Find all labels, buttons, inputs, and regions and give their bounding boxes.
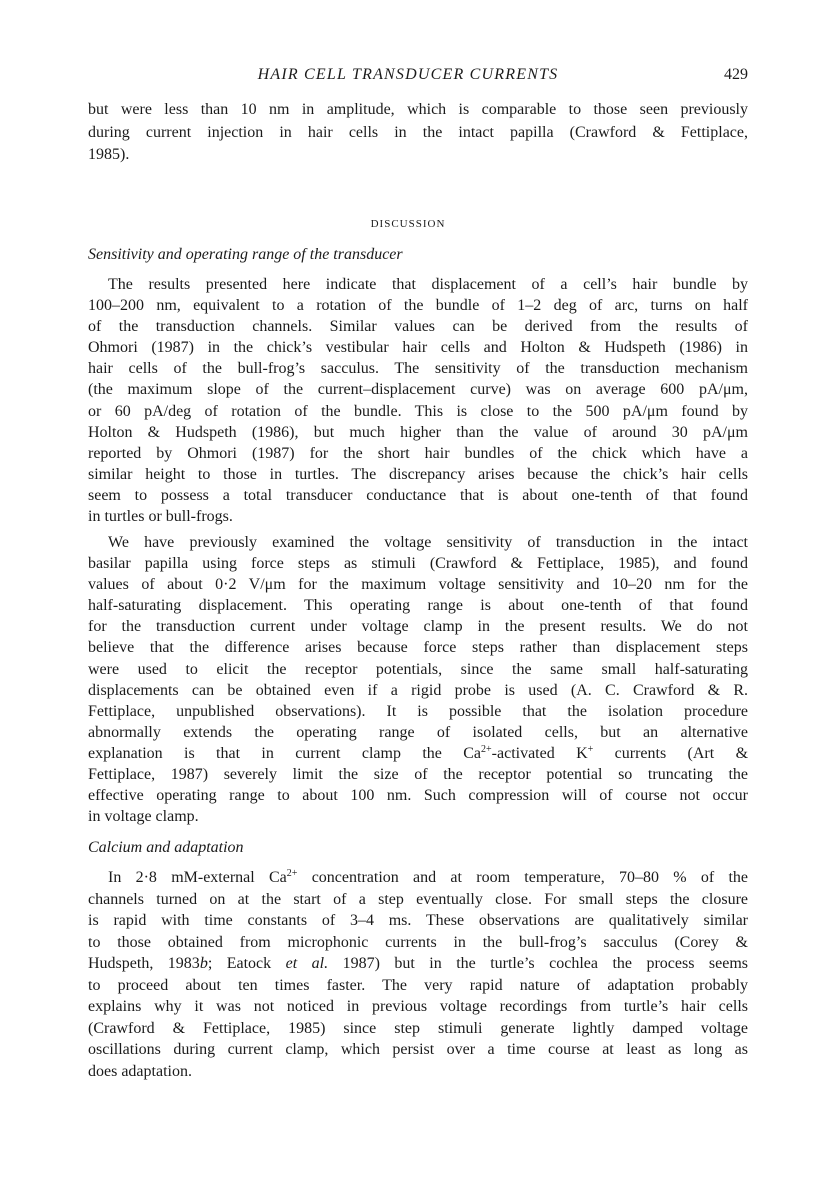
text-line: to those obtained from microphonic currents in the bull-frog’s sacculus (Corey & — [88, 933, 748, 951]
text-line: Holton & Hudspeth (1986), but much higher than the value of around 30 pA/μm — [88, 423, 748, 441]
text-line — [88, 867, 748, 889]
text-line: (the maximum slope of the current–displacement curve) was on average 600 pA/μm, — [88, 381, 748, 399]
text-line: in voltage clamp. — [88, 808, 199, 826]
text-line: oscillations during current clamp, which persist over a time course at least as long as — [88, 1041, 748, 1058]
text-line: abnormally extends the operating range of isolated cells, but an alternative — [88, 723, 748, 741]
text-line: believe that the difference arises because force steps rather than displacement steps — [88, 639, 748, 657]
text-line: basilar papilla using force steps as stimuli (Crawford & Fettiplace, 1985), and found — [88, 555, 748, 573]
text-line: reported by Ohmori (1987) for the short hair bundles of the chick which have a — [88, 444, 748, 462]
text-segment: Hudspeth, 1983 — [88, 955, 200, 972]
text-line: channels turned on at the start of a step eventually close. For small steps the closure — [88, 890, 748, 908]
text-line: effective operating range to about 100 nm. Such compression will of course not occur — [88, 787, 748, 805]
superscript: 2+ — [481, 743, 492, 755]
running-title: HAIR CELL TRANSDUCER CURRENTS — [257, 66, 559, 83]
text-segment: explanation is that in current clamp the Ca — [88, 744, 482, 762]
text-line: displacements can be obtained even if a rigid probe is used (A. C. Crawford & R. — [88, 681, 748, 699]
text-line: Ohmori (1987) in the chick’s vestibular hair cells and Holton & Hudspeth (1986) in — [88, 339, 748, 357]
text-line: is rapid with time constants of 3–4 ms. These observations are qualitatively similar — [88, 912, 748, 929]
text-line: in turtles or bull-frogs. — [88, 508, 233, 526]
paragraph — [88, 274, 748, 527]
page-number: 429 — [724, 66, 748, 83]
text-line: but were less than 10 nm in amplitude, which is comparable to those seen previously — [88, 101, 748, 118]
text-segment: 1987) but in the turtle’s cochlea the process seems — [328, 955, 749, 972]
text-line: for the transduction current under voltage clamp in the present results. We do not — [88, 618, 748, 636]
text-line: half-saturating displacement. This operating range is about one-tenth of that found — [88, 597, 748, 615]
section-heading: DISCUSSION — [370, 218, 446, 230]
text-line: values of about 0·2 V/μm for the maximum voltage sensitivity and 10–20 nm for the — [88, 576, 748, 594]
text-line: seem to possess a total transducer conductance that is about one-tenth of that found — [88, 486, 748, 504]
text-line: similar height to those in turtles. The discrepancy arises because the chick’s hair cells — [88, 465, 748, 483]
text-line — [88, 743, 748, 764]
italic-segment: b — [199, 955, 208, 972]
text-line: We have previously examined the voltage sensitivity of transduction in the intact — [108, 534, 748, 551]
subsection-title: Calcium and adaptation — [88, 839, 244, 856]
text-line: Fettiplace, 1987) severely limit the size of the receptor potential so truncating the — [88, 766, 748, 784]
text-line: 1985). — [88, 146, 130, 163]
text-line: Fettiplace, unpublished observations). It is possible that the isolation procedure — [88, 702, 748, 720]
intro-paragraph — [88, 99, 748, 167]
text-line: or 60 pA/deg of rotation of the bundle. This is close to the 500 pA/μm found by — [88, 402, 748, 420]
text-segment: In 2·8 mM-external Ca — [108, 869, 287, 886]
text-line: does adaptation. — [88, 1062, 192, 1080]
italic-segment: et al. — [285, 955, 329, 972]
text-line: 100–200 nm, equivalent to a rotation of the bundle of 1–2 deg of arc, turns on half — [88, 297, 748, 315]
text-line: hair cells of the bull-frog’s sacculus. The sensitivity of the transduction mechanism — [88, 360, 748, 378]
paragraph — [88, 532, 748, 827]
superscript: + — [587, 743, 594, 755]
text-line: during current injection in hair cells in the intact papilla (Crawford & Fettiplace, — [88, 123, 748, 141]
text-segment: currents (Art & — [593, 744, 749, 762]
text-segment: ; Eatock — [207, 955, 286, 972]
subsection-title: Sensitivity and operating range of the transducer — [88, 246, 403, 263]
text-line: were used to elicit the receptor potentials, since the same small half-saturating — [88, 660, 748, 678]
text-line: to proceed about ten times faster. The very rapid nature of adaptation probably — [88, 976, 748, 994]
text-line — [88, 953, 748, 975]
text-line: (Crawford & Fettiplace, 1985) since step stimuli generate lightly damped voltage — [88, 1019, 748, 1037]
text-segment: concentration and at room temperature, 70–80 % of the — [297, 869, 749, 886]
text-segment: -activated K — [491, 744, 588, 762]
text-line: of the transduction channels. Similar values can be derived from the results of — [88, 318, 748, 336]
text-line: explains why it was not noticed in previous voltage recordings from turtle’s hair cells — [88, 998, 748, 1015]
text-line: The results presented here indicate that displacement of a cell’s hair bundle by — [108, 276, 748, 293]
superscript: 2+ — [286, 868, 298, 879]
paragraph — [88, 867, 748, 1082]
